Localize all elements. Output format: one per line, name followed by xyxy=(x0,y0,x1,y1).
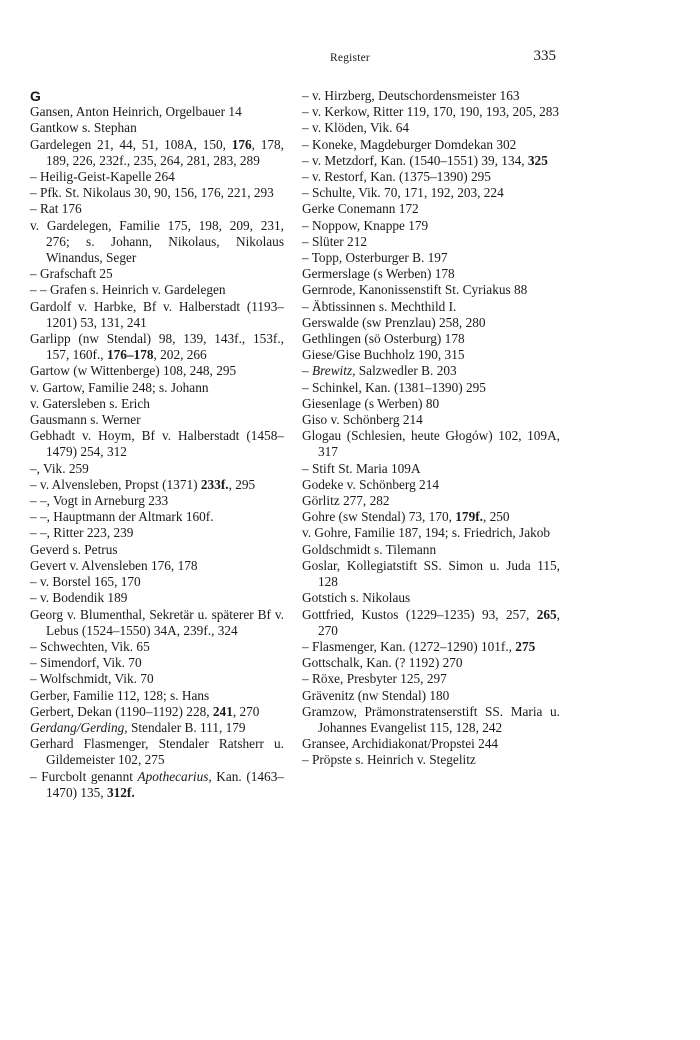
index-entry xyxy=(302,671,560,687)
entry-text: 312f. xyxy=(106,784,135,800)
index-entry xyxy=(30,299,284,331)
index-entry xyxy=(30,574,284,590)
entry-text: Gardelegen 21, 44, 51, 108A, 150, xyxy=(30,136,232,152)
entry-text: Brewitz, xyxy=(311,363,356,379)
entry-text: – Heilig-Geist-Kapelle 264 xyxy=(30,169,175,185)
index-entry xyxy=(302,347,560,363)
index-entry xyxy=(302,655,560,671)
entry-text: – v. Borstel 165, 170 xyxy=(30,574,141,590)
entry-text: Kan. (1463–1470) 135, xyxy=(46,768,284,800)
entry-text: v. Gartow, Familie 248; s. Johann xyxy=(30,379,209,395)
index-entry xyxy=(30,493,284,509)
entry-text: Gardolf v. Harbke, Bf v. Halberstadt (1193–1201) 53, 131, 241 xyxy=(30,298,284,330)
index-entry xyxy=(30,542,284,558)
index-entry xyxy=(30,509,284,525)
index-entry xyxy=(30,525,284,541)
index-entry xyxy=(302,201,560,217)
index-entry xyxy=(30,412,284,428)
index-entry xyxy=(30,590,284,606)
entry-text: Gotstich s. Nikolaus xyxy=(302,590,411,606)
entry-text: Geverd s. Petrus xyxy=(30,541,118,557)
entry-text: , 270 xyxy=(232,703,260,719)
entry-text: 176 xyxy=(231,136,252,152)
index-column-left xyxy=(30,88,284,801)
entry-text: Godeke v. Schönberg 214 xyxy=(302,476,440,492)
index-entry xyxy=(30,428,284,460)
entry-text: , 295 xyxy=(228,476,256,492)
entry-text: – Rat 176 xyxy=(30,201,82,217)
index-entry xyxy=(30,218,284,267)
entry-text: v. Gohre, Familie 187, 194; s. Friedrich, Jakob xyxy=(302,525,551,541)
index-entry xyxy=(302,396,560,412)
index-entry xyxy=(302,736,560,752)
index-entry xyxy=(30,396,284,412)
entry-text: v. Gardelegen, Familie 175, 198, 209, 231, 276; s. Johann, Nikolaus, Nikolaus Winandus, Seger xyxy=(30,217,284,266)
entry-text: Gartow (w Wittenberge) 108, 248, 295 xyxy=(30,363,237,379)
index-entry xyxy=(302,331,560,347)
index-entry xyxy=(30,380,284,396)
entry-text: v. Gatersleben s. Erich xyxy=(30,395,150,411)
entry-text: Glogau (Schlesien, heute Głogów) 102, 109A, 317 xyxy=(302,428,560,460)
entry-text: – –, Hauptmann der Altmark 160f. xyxy=(30,509,214,525)
entry-text: Görlitz 277, 282 xyxy=(302,493,390,509)
index-entry xyxy=(302,250,560,266)
index-entry xyxy=(302,104,560,120)
index-entry xyxy=(30,607,284,639)
entry-text: – Röxe, Presbyter 125, 297 xyxy=(302,671,447,687)
index-entry xyxy=(30,671,284,687)
entry-text: – Simendorf, Vik. 70 xyxy=(30,655,142,671)
index-entry xyxy=(302,185,560,201)
entry-text: Gottschalk, Kan. (? 1192) 270 xyxy=(302,655,463,671)
entry-text: – Stift St. Maria 109A xyxy=(302,460,421,476)
entry-text: – Schulte, Vik. 70, 171, 192, 203, 224 xyxy=(302,185,504,201)
entry-text: Gausmann s. Werner xyxy=(30,412,141,428)
entry-text: Goldschmidt s. Tilemann xyxy=(302,541,437,557)
entry-text: – Schinkel, Kan. (1381–1390) 295 xyxy=(302,379,486,395)
index-entry xyxy=(302,363,560,379)
index-entry xyxy=(302,639,560,655)
entry-text: – v. Kerkow, Ritter 119, 170, 190, 193, 205, 283 xyxy=(302,104,560,120)
index-entry xyxy=(30,688,284,704)
entry-text: Giesenlage (s Werben) 80 xyxy=(302,395,440,411)
entry-text: – Slüter 212 xyxy=(302,233,368,249)
index-entry xyxy=(302,558,560,590)
entry-text: Grävenitz (nw Stendal) 180 xyxy=(302,687,450,703)
entry-text: Gethlingen (sö Osterburg) 178 xyxy=(302,331,465,347)
index-entry xyxy=(302,525,560,541)
entry-text: 265 xyxy=(536,606,557,622)
entry-text: Giso v. Schönberg 214 xyxy=(302,412,423,428)
index-entry xyxy=(302,218,560,234)
index-entry xyxy=(302,120,560,136)
index-entry xyxy=(30,639,284,655)
entry-text: Giese/Gise Buchholz 190, 315 xyxy=(302,347,465,363)
index-entry xyxy=(30,201,284,217)
index-entry xyxy=(30,169,284,185)
index-entry xyxy=(302,315,560,331)
entry-text: – Schwechten, Vik. 65 xyxy=(30,638,150,654)
index-entry xyxy=(302,137,560,153)
entry-text: Garlipp (nw Stendal) 98, 139, 143f., 153f., 157, 160f., xyxy=(30,331,284,363)
index-entry xyxy=(302,704,560,736)
index-entry xyxy=(30,120,284,136)
entry-text: Gransee, Archidiakonat/Propstei 244 xyxy=(302,736,499,752)
entry-text: 275 xyxy=(515,638,536,654)
entry-text: Gerke Conemann 172 xyxy=(302,201,419,217)
entry-text: – v. Alvensleben, Propst (1371) xyxy=(30,476,201,492)
index-entry xyxy=(302,266,560,282)
entry-text: – Flasmenger, Kan. (1272–1290) 101f., xyxy=(302,638,516,654)
index-column-right xyxy=(302,88,560,769)
entry-text: – – Grafen s. Heinrich v. Gardelegen xyxy=(30,282,226,298)
entry-text: – Wolfschmidt, Vik. 70 xyxy=(30,671,154,687)
index-entry xyxy=(302,88,560,104)
index-entry xyxy=(302,234,560,250)
index-entry xyxy=(30,736,284,768)
entry-text: , 270 xyxy=(318,606,560,638)
index-entry xyxy=(30,266,284,282)
entry-text: Gohre (sw Stendal) 73, 170, xyxy=(302,509,456,525)
entry-text: – v. Klöden, Vik. 64 xyxy=(302,120,410,136)
entry-text: Gernrode, Kanonissenstift St. Cyriakus 88 xyxy=(302,282,528,298)
entry-text: Gerbert, Dekan (1190–1192) 228, xyxy=(30,703,213,719)
entry-text: Gottfried, Kustos (1229–1235) 93, 257, xyxy=(302,606,537,622)
entry-text: – –, Vogt in Arneburg 233 xyxy=(30,493,169,509)
entry-text: Gerswalde (sw Prenzlau) 258, 280 xyxy=(302,314,486,330)
index-entry xyxy=(30,137,284,169)
index-entry xyxy=(302,590,560,606)
index-entry xyxy=(30,185,284,201)
entry-text: Goslar, Kollegiatstift SS. Simon u. Juda 115, 128 xyxy=(302,557,560,590)
entry-text: Stendaler B. 111, 179 xyxy=(127,719,246,735)
entry-text: Gerdang/Gerding, xyxy=(30,719,128,735)
entry-text: – xyxy=(302,363,312,379)
index-entry xyxy=(30,363,284,379)
index-entry xyxy=(30,331,284,363)
page-number: 335 xyxy=(533,48,556,64)
index-entry xyxy=(30,461,284,477)
entry-text: Gerber, Familie 112, 128; s. Hans xyxy=(30,687,210,703)
index-entry xyxy=(30,282,284,298)
entry-text: – v. Bodendik 189 xyxy=(30,590,128,606)
entry-text: , 178, 189, 226, 232f., 235, 264, 281, 283, 289 xyxy=(46,136,285,168)
entry-text: – Koneke, Magdeburger Domdekan 302 xyxy=(302,136,517,152)
index-entry xyxy=(302,688,560,704)
entry-text: – Grafschaft 25 xyxy=(30,266,113,282)
entry-text: – Pfk. St. Nikolaus 30, 90, 156, 176, 221, 293 xyxy=(30,185,274,201)
entry-text: Gevert v. Alvensleben 176, 178 xyxy=(30,557,198,573)
page-header xyxy=(0,48,700,72)
index-entry xyxy=(30,104,284,120)
entry-text: – Pröpste s. Heinrich v. Stegelitz xyxy=(302,752,476,768)
entry-text: 176–178 xyxy=(106,347,154,363)
index-entry xyxy=(30,704,284,720)
entry-text: Salzwedler B. 203 xyxy=(355,363,457,379)
entry-text: Gramzow, Prämonstratenserstift SS. Maria u. Johannes Evangelist 115, 128, 242 xyxy=(302,703,560,735)
index-entry xyxy=(30,720,284,736)
entry-text: 325 xyxy=(527,152,548,168)
entry-text: Apothecarius, xyxy=(137,768,212,784)
index-entry xyxy=(30,558,284,574)
index-entry xyxy=(30,655,284,671)
index-entry xyxy=(302,428,560,460)
entry-text: – Äbtissinnen s. Mechthild I. xyxy=(302,298,457,314)
index-entry xyxy=(302,509,560,525)
index-entry xyxy=(302,299,560,315)
index-entry xyxy=(302,493,560,509)
section-letter: G xyxy=(30,88,41,104)
index-entry xyxy=(30,769,284,801)
entry-text: – Topp, Osterburger B. 197 xyxy=(302,250,448,266)
entry-text: – Noppow, Knappe 179 xyxy=(302,217,429,233)
index-entry xyxy=(302,412,560,428)
entry-text: , 202, 266 xyxy=(153,347,207,363)
entry-text: – v. Restorf, Kan. (1375–1390) 295 xyxy=(302,169,491,185)
index-entry xyxy=(302,461,560,477)
index-entry xyxy=(302,169,560,185)
entry-text: 233f. xyxy=(200,476,229,492)
entry-text: Gantkow s. Stephan xyxy=(30,120,137,136)
entry-text: Germerslage (s Werben) 178 xyxy=(302,266,455,282)
entry-text: – –, Ritter 223, 239 xyxy=(30,525,134,541)
entry-text: 241 xyxy=(212,703,233,719)
index-entry xyxy=(30,477,284,493)
index-entry xyxy=(302,607,560,639)
running-title: Register xyxy=(330,52,370,64)
index-entry xyxy=(302,542,560,558)
entry-text: – v. Metzdorf, Kan. (1540–1551) 39, 134, xyxy=(302,152,528,168)
entry-text: 179f. xyxy=(455,509,483,525)
entry-text: Gebhadt v. Hoym, Bf v. Halberstadt (1458–1479) 254, 312 xyxy=(30,428,284,460)
entry-text: Georg v. Blumenthal, Sekretär u. späterer Bf v. Lebus (1524–1550) 34A, 239f., 324 xyxy=(30,606,284,638)
index-entry xyxy=(302,477,560,493)
index-entry xyxy=(302,282,560,298)
index-entry xyxy=(302,380,560,396)
entry-text: Gerhard Flasmenger, Stendaler Ratsherr u. Gildemeister 102, 275 xyxy=(30,736,284,768)
entry-text: –, Vik. 259 xyxy=(30,460,89,476)
entry-text: – v. Hirzberg, Deutschordensmeister 163 xyxy=(302,88,520,103)
entry-text: – Furcbolt genannt xyxy=(30,768,138,784)
entry-text: Gansen, Anton Heinrich, Orgelbauer 14 xyxy=(30,104,242,120)
index-entry xyxy=(302,153,560,169)
index-entry xyxy=(302,752,560,768)
entry-text: , 250 xyxy=(482,509,510,525)
